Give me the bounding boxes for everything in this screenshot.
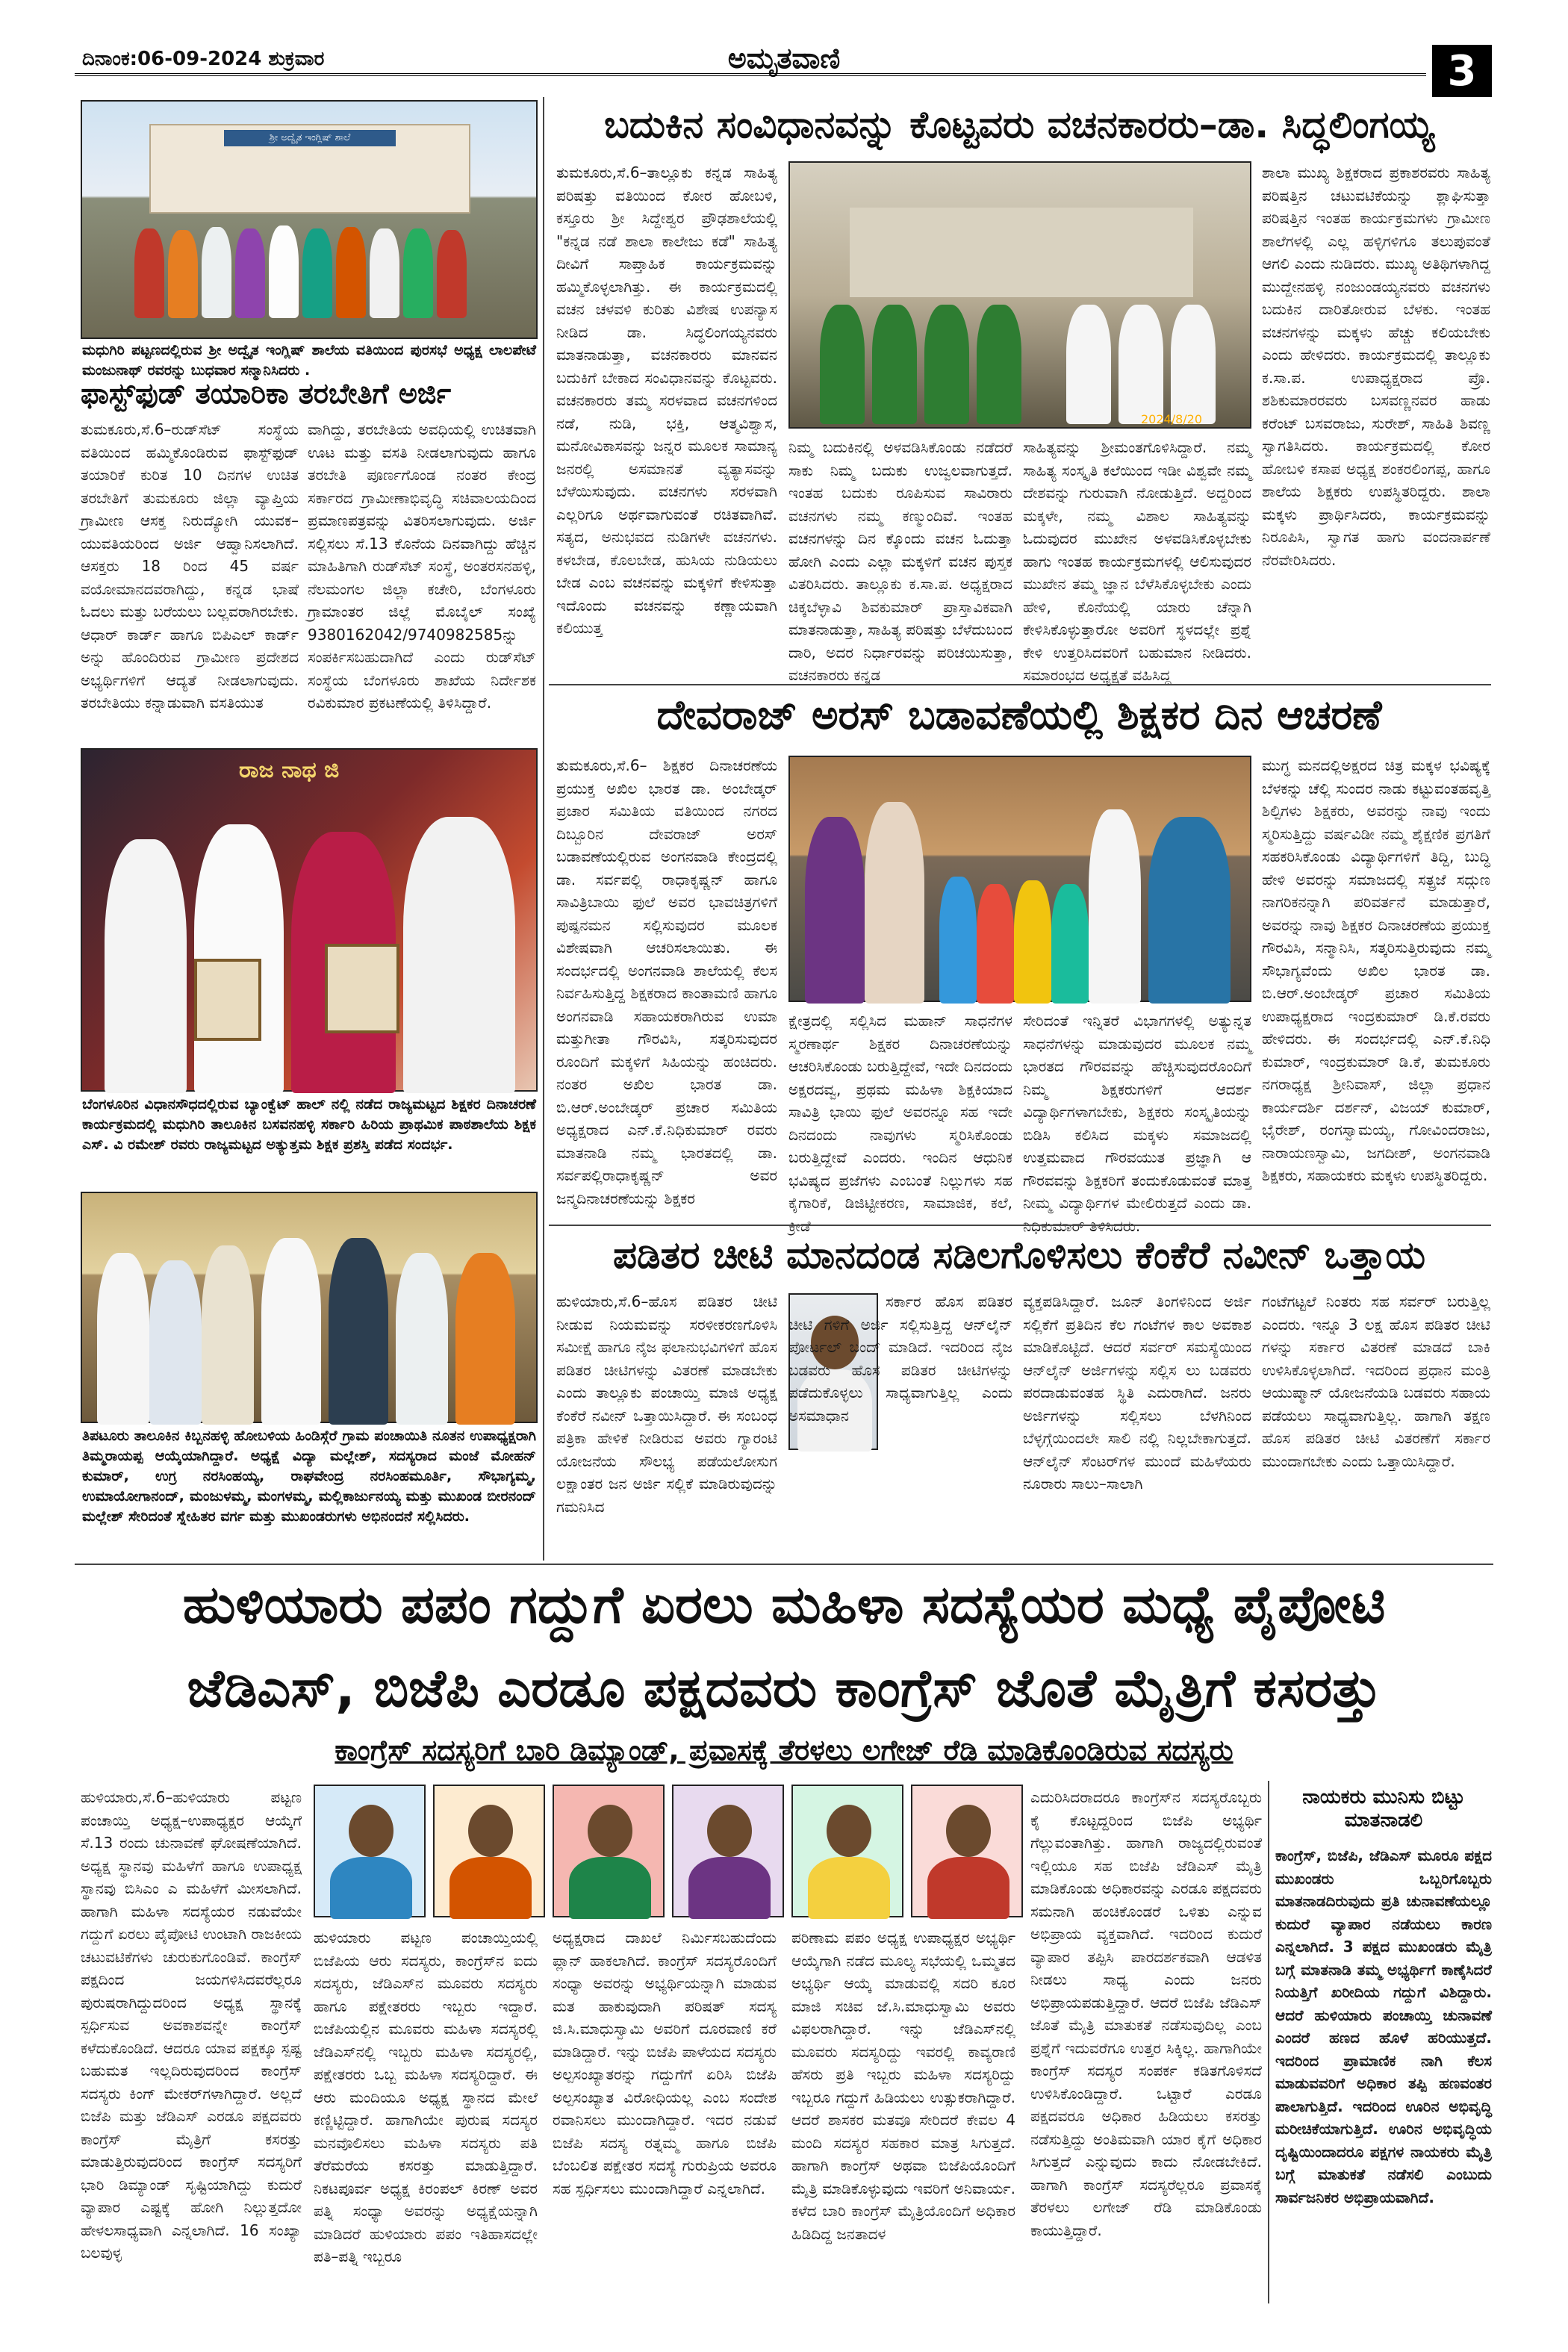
story1-col-4: ಶಾಲಾ ಮುಖ್ಯ ಶಿಕ್ಷಕರಾದ ಪ್ರಕಾಶರವರು ಸಾಹಿತ್ಯ ಪರಿಷತ್ತಿನ ಚಟುವಟಿಕೆಯನ್ನು ಶ್ಲಾಘಿಸುತ್ತಾ ಪರಿಷತ್ತಿನ ಇಂತಹ ಕಾರ್ಯಕ್ರಮಗಳು ಗ್ರಾಮೀಣ ಶಾಲೆಗಳಲ್ಲಿ ಎಲ್ಲ ಹಳ್ಳಿಗಳಿಗೂ ತಲುಪುವಂತೆ ಆಗಲಿ ಎಂದು ನುಡಿದರು. ಮುಖ್ಯ ಅತಿಥಿಗಳಾಗಿದ್ದ ಮುದ್ದೇನಹಳ್ಳಿ ನಂಜುಂಡಯ್ಯನವರು ವಚನಗಳು ಬದುಕಿನ ದಾರಿತೋರುವ ಬೆಳಕು. ಇಂತಹ ವಚನಗಳನ್ನು ಮಕ್ಕಳು ಹೆಚ್ಚು ಕಲಿಯಬೇಕು ಎಂದು ಹೇಳಿದರು. ಕಾರ್ಯಕ್ರಮದಲ್ಲಿ ತಾಲ್ಲೂಕು ಕ.ಸಾ.ಪ. ಉಪಾಧ್ಯಕ್ಷರಾದ ಪ್ರೊ. ಶಶಿಕುಮಾರರವರು ಬಸವಣ್ಣನವರ ಹಾಡು ಕರೆಂಟ್ ಬಸವರಾಜು, ಸುರೇಶ್, ಸಾಹಿತಿ ಶಿವಣ್ಣ ಸ್ವಾಗತಿಸಿದರು. ಕಾರ್ಯಕ್ರಮದಲ್ಲಿ ಕೋರ ಹೋಬಳಿ ಕಸಾಪ ಅಧ್ಯಕ್ಷ ಶಂಕರಲಿಂಗಪ್ಪ, ಹಾಗೂ ಶಾಲೆಯ ಶಿಕ್ಷಕರು ಉಪಸ್ಥಿತರಿದ್ದರು. ಶಾಲಾ ಮಕ್ಕಳು ಪ್ರಾರ್ಥಿಸಿದರು, ಕಾರ್ಯಕ್ರಮವನ್ನು ನಿರೂಪಿಸಿ, ಸ್ವಾಗತ ಹಾಗು ವಂದನಾರ್ಪಣೆ ನೆರವೇರಿಸಿದರು. (1262, 164, 1490, 569)
story4-col-1: ಹುಳಿಯಾರು,ಸೆ.6–ಹುಳಿಯಾರು ಪಟ್ಟಣ ಪಂಚಾಯ್ತಿ ಅಧ್ಯಕ್ಷ–ಉಪಾಧ್ಯಕ್ಷರ ಆಯ್ಕೆಗೆ ಸೆ.13 ರಂದು ಚುನಾವಣೆ ಘೋಷಣೆಯಾಗಿದೆ. ಅಧ್ಯಕ್ಷ ಸ್ಥಾನವು ಮಹಿಳೆಗೆ ಹಾಗೂ ಉಪಾಧ್ಯಕ್ಷ ಸ್ಥಾನವು ಬಿಸಿಎಂ ಎ ಮಹಿಳೆಗೆ ಮೀಸಲಾಗಿದೆ. ಹಾಗಾಗಿ ಮಹಿಳಾ ಸದಸ್ಯೆಯರ ನಡುವೆಯೇ ಗದ್ದುಗೆ ಏರಲು ಪೈಪೋಟಿ ಉಂಟಾಗಿ ರಾಜಕೀಯ ಚಟುವಟಿಕೆಗಳು ಚುರುಕುಗೊಂಡಿವೆ. ಕಾಂಗ್ರೆಸ್ ಪಕ್ಷದಿಂದ ಜಯಗಳಿಸಿದವರೆಲ್ಲರೂ ಪುರುಷರಾಗಿದ್ದುದರಿಂದ ಅಧ್ಯಕ್ಷ ಸ್ಥಾನಕ್ಕೆ ಸ್ಪರ್ಧಿಸುವ ಅವಕಾಶವನ್ನೇ ಕಾಂಗ್ರೆಸ್ ಕಳೆದುಕೊಂಡಿದೆ. ಆದರೂ ಯಾವ ಪಕ್ಷಕ್ಕೂ ಸ್ಪಷ್ಟ ಬಹುಮತ ಇಲ್ಲದಿರುವುದರಿಂದ ಕಾಂಗ್ರೆಸ್ ಸದಸ್ಯರು ಕಿಂಗ್ ಮೇಕರ್‌ಗಳಾಗಿದ್ದಾರೆ. ಅಲ್ಲದೆ ಬಿಜೆಪಿ ಮತ್ತು ಜೆಡಿಎಸ್ ಎರಡೂ ಪಕ್ಷದವರು ಕಾಂಗ್ರೆಸ್ ಮೈತ್ರಿಗೆ ಕಸರತ್ತು ಮಾಡುತ್ತಿರುವುದರಿಂದ ಕಾಂಗ್ರೆಸ್ ಸದಸ್ಯರಿಗೆ ಭಾರಿ ಡಿಮ್ಯಾಂಡ್ ಸೃಷ್ಟಿಯಾಗಿದ್ದು ಕುದುರೆ ವ್ಯಾಪಾರ ಎಷ್ಟಕ್ಕೆ ಹೋಗಿ ನಿಲ್ಲುತ್ತದೋ ಹೇಳಲಸಾಧ್ಯವಾಗಿ ಎನ್ನಲಾಗಿದೆ. 16 ಸಂಖ್ಯಾ ಬಲವುಳ್ಳ (81, 1788, 302, 2262)
story1-col-3: ಸಾಹಿತ್ಯವನ್ನು ಶ್ರೀಮಂತಗೊಳಿಸಿದ್ದಾರೆ. ನಮ್ಮ ಸಾಹಿತ್ಯ ಸಂಸ್ಕೃತಿ ಕಲೆಯಿಂದ ಇಡೀ ವಿಶ್ವವೇ ನಮ್ಮ ದೇಶವನ್ನು ಗುರುವಾಗಿ ನೋಡುತ್ತಿದೆ. ಅದ್ದರಿಂದ ಮಕ್ಕಳೇ, ನಮ್ಮ ವಿಶಾಲ ಸಾಹಿತ್ಯವನ್ನು ಓದುವುದರ ಮುಖೇನ ಅಳವಡಿಸಿಕೊಳ್ಳಬೇಕು ಹಾಗು ಇಂತಹ ಕಾರ್ಯಕ್ರಮಗಳಲ್ಲಿ ಆಲಿಸುವುದರ ಮುಖೇನ ತಮ್ಮ ಜ್ಞಾನ ಬೆಳೆಸಿಕೊಳ್ಳಬೇಕು ಎಂದು ಹೇಳಿ, ಕೊನೆಯಲ್ಲಿ ಯಾರು ಚೆನ್ನಾಗಿ ಕೇಳಿಸಿಕೊಳ್ಳುತ್ತಾರೋ ಅವರಿಗೆ ಸ್ಥಳದಲ್ಲೇ ಪ್ರಶ್ನೆ ಕೇಳಿ ಉತ್ತರಿಸಿದವರಿಗೆ ಬಹುಮಾನ ನೀಡಿದರು. ಸಮಾರಂಭದ ಅಧ್ಯಕ್ಷತೆ ವಹಿಸಿದ್ದ (1023, 438, 1251, 684)
issue-date: ದಿನಾಂಕ:06-09-2024 ಶುಕ್ರವಾರ (82, 48, 325, 70)
fastfood-headline: ಫಾಸ್ಟ್‌ಫುಡ್ ತಯಾರಿಕಾ ತರಬೇತಿಗೆ ಅರ್ಜಿ (81, 377, 452, 410)
school-photo (81, 100, 538, 339)
story2-col-4: ಮುಗ್ಧ ಮನದಲ್ಲಿಅಕ್ಷರದ ಚಿತ್ರ ಮಕ್ಕಳ ಭವಿಷ್ಯಕ್ಕೆ ಬೆಳಕನ್ನು ಚೆಲ್ಲಿ ಸುಂದರ ನಾಡು ಕಟ್ಟುವಂತಹವೃತ್ತಿ ಶಿಲ್ಪಿಗಳು ಶಿಕ್ಷಕರು, ಅವರನ್ನು ನಾವು ಇಂದು ಸ್ಮರಿಸುತ್ತಿದ್ದು ವರ್ಷವಿಡೀ ನಮ್ಮ ಶೈಕ್ಷಣಿಕ ಪ್ರಗತಿಗೆ ಸಹಕರಿಸಿಕೊಂಡು ವಿದ್ಯಾರ್ಥಿಗಳಿಗೆ ತಿದ್ದಿ, ಬುದ್ಧಿ ಹೇಳಿ ಅವರನ್ನು ಸಮಾಜದಲ್ಲಿ ಸತ್ಪ್ರಜೆ ಸದ್ಗುಣ ನಾಗರಿಕನನ್ನಾಗಿ ಪರಿವರ್ತನೆ ಮಾಡುತ್ತಾರೆ, ಅವರನ್ನು ನಾವು ಶಿಕ್ಷಕರ ದಿನಾಚರಣೆಯ ಪ್ರಯುಕ್ತ ಗೌರವಿಸಿ, ಸನ್ಮಾನಿಸಿ, ಸತ್ಕರಿಸುತ್ತಿರುವುದು ನಮ್ಮ ಸೌಭಾಗ್ಯವೆಂದು ಅಖಿಲ ಭಾರತ ಡಾ. ಬಿ.ಆರ್.ಅಂಬೇಡ್ಕರ್ ಪ್ರಚಾರ ಸಮಿತಿಯ ಉಪಾಧ್ಯಕ್ಷರಾದ ಇಂದ್ರಕುಮಾರ್ ಡಿ.ಕೆ.ರವರು ಹೇಳಿದರು. ಈ ಸಂದರ್ಭದಲ್ಲಿ ಎನ್.ಕೆ.ನಿಧಿ ಕುಮಾರ್, ಇಂದ್ರಕುಮಾರ್ ಡಿ.ಕೆ, ತುಮಕೂರು ನಗರಾಧ್ಯಕ್ಷ ಶ್ರೀನಿವಾಸ್, ಜಿಲ್ಲಾ ಪ್ರಧಾನ ಕಾರ್ಯದರ್ಶಿ ದರ್ಶನ್, ವಿಜಯ್ ಕುಮಾರ್, ಭೈರೇಶ್, ರಂಗಸ್ವಾಮಯ್ಯ, ಗೋವಿಂದರಾಜು, ನಾರಾಯಣಸ್ವಾಮಿ, ಜಗದೀಶ್, ಅಂಗನವಾಡಿ ಶಿಕ್ಷಕರು, ಸಹಾಯಕರು ಮಕ್ಕಳು ಉಪಸ್ಥಿತರಿದ್ದರು. (1262, 756, 1490, 1184)
story4-headline-line2: ಜೆಡಿಎಸ್, ಬಿಜೆಪಿ ಎರಡೂ ಪಕ್ಷದವರು ಕಾಂಗ್ರೆಸ್ ಜೊತೆ ಮೈತ್ರಿಗೆ ಕಸರತ್ತು (187, 1658, 1381, 1719)
story3-col-4: ಗಂಟೆಗಟ್ಟಲೆ ನಿಂತರು ಸಹ ಸರ್ವರ್ ಬರುತ್ತಿಲ್ಲ ಎಂದರು. ಇನ್ನೂ 3 ಲಕ್ಷ ಹೊಸ ಪಡಿತರ ಚೀಟಿ ಗಳನ್ನು ಸರ್ಕಾರ ವಿತರಣೆ ಮಾಡದೆ ಬಾಕಿ ಉಳಿಸಿಕೊಳ್ಳಲಾಗಿದೆ. ಇದರಿಂದ ಪ್ರಧಾನ ಮಂತ್ರಿ ಆಯುಷ್ಮಾನ್ ಯೋಜನೆಯಡಿ ಬಡವರು ಸಹಾಯ ಪಡೆಯಲು ಸಾಧ್ಯವಾಗುತ್ತಿಲ್ಲ. ಹಾಗಾಗಿ ತಕ್ಷಣ ಹೊಸ ಪಡಿತರ ಚೀಟಿ ವಿತರಣೆಗೆ ಸರ್ಕಾರ ಮುಂದಾಗಬೇಕು ಎಂದು ಒತ್ತಾಯಿಸಿದ್ದಾರೆ. (1262, 1292, 1490, 1470)
sidebar-headline: ನಾಯಕರು ಮುನಿಸು ಬಿಟ್ಟು ಮಾತನಾಡಲಿ (1302, 1786, 1465, 1832)
story2-col-1: ತುಮಕೂರು,ಸೆ.6– ಶಿಕ್ಷಕರ ದಿನಾಚರಣೆಯ ಪ್ರಯುಕ್ತ ಅಖಿಲ ಭಾರತ ಡಾ. ಅಂಬೇಡ್ಕರ್ ಪ್ರಚಾರ ಸಮಿತಿಯ ವತಿಯಿಂದ ನಗರದ ದಿಬ್ಬೂರಿನ ದೇವರಾಜ್ ಅರಸ್ ಬಡಾವಣೆಯಲ್ಲಿರುವ ಅಂಗನವಾಡಿ ಕೇಂದ್ರದಲ್ಲಿ ಡಾ. ಸರ್ವಪಲ್ಲಿ ರಾಧಾಕೃಷ್ಣನ್ ಹಾಗೂ ಸಾವಿತ್ರಿಬಾಯಿ ಫುಲೆ ಅವರ ಭಾವಚಿತ್ರಗಳಿಗೆ ಪುಷ್ಪನಮನ ಸಲ್ಲಿಸುವುದರ ಮೂಲಕ ವಿಶೇಷವಾಗಿ ಆಚರಿಸಲಾಯಿತು. ಈ ಸಂದರ್ಭದಲ್ಲಿ ಅಂಗನವಾಡಿ ಶಾಲೆಯಲ್ಲಿ ಕೆಲಸ ನಿರ್ವಹಿಸುತ್ತಿದ್ದ ಶಿಕ್ಷಕರಾದ ಕಾಂತಾಮಣಿ ಹಾಗೂ ಅಂಗನವಾಡಿ ಸಹಾಯಕರಾಗಿರುವ ಉಮಾ ಮತ್ತುಗೀತಾ ಗೌರವಿಸಿ, ಸತ್ಕರಿಸುವುದರ ರೂಂದಿಗೆ ಮಕ್ಕಳಿಗೆ ಸಿಹಿಯನ್ನು ಹಂಚಿದರು. ನಂತರ ಅಖಿಲ ಭಾರತ ಡಾ. ಬಿ.ಆರ್.ಅಂಬೇಡ್ಕರ್ ಪ್ರಚಾರ ಸಮಿತಿಯ ಅಧ್ಯಕ್ಷರಾದ ಎನ್.ಕೆ.ನಿಧಿಕುಮಾರ್ ರವರು ಮಾತನಾಡಿ ನಮ್ಮ ಭಾರತದಲ್ಲಿ ಡಾ. ಸರ್ವಪಲ್ಲಿರಾಧಾಕೃಷ್ಣನ್ ಅವರ ಜನ್ಮದಿನಾಚರಣೆಯನ್ನು ಶಿಕ್ಷಕರ (556, 756, 777, 1207)
award-banner: ರಾಜ ನಾಥ ಜಿ (239, 757, 340, 783)
candidate-portrait-1 (314, 1785, 426, 1917)
story2-headline: ದೇವರಾಜ್ ಅರಸ್ ಬಡಾವಣೆಯಲ್ಲಿ ಶಿಕ್ಷಕರ ದಿನ ಆಚರಣೆ (656, 691, 1382, 738)
story3-col-1: ಹುಳಿಯಾರು,ಸೆ.6–ಹೊಸ ಪಡಿತರ ಚೀಟಿ ನೀಡುವ ನಿಯಮವನ್ನು ಸರಳೀಕರಣಗೊಳಿಸಿ ಸಮೀಕ್ಷೆ ಹಾಗೂ ನೈಜ ಫಲಾನುಭವಿಗಳಿಗೆ ಹೊಸ ಪಡಿತರ ಚೀಟಿಗಳನ್ನು ವಿತರಣೆ ಮಾಡಬೇಕು ಎಂದು ತಾಲ್ಲೂಕು ಪಂಚಾಯ್ತಿ ಮಾಜಿ ಅಧ್ಯಕ್ಷ ಕೆಂಕೆರೆ ನವೀನ್ ಒತ್ತಾಯಿಸಿದ್ದಾರೆ. ಈ ಸಂಬಂಧ ಪತ್ರಿಕಾ ಹೇಳಿಕೆ ನೀಡಿರುವ ಅವರು ಗ್ಯಾರಂಟಿ ಯೋಜನೆಯ ಸೌಲಭ್ಯ ಪಡೆಯಲೋಸುಗ ಲಕ್ಷಾಂತರ ಜನ ಅರ್ಜಿ ಸಲ್ಲಿಕೆ ಮಾಡಿರುವುದನ್ನು ಗಮನಿಸಿದ (556, 1292, 777, 1516)
panchayat-photo (81, 1192, 538, 1423)
certificate-frame-1 (194, 959, 261, 1041)
masthead-rule (75, 73, 1426, 76)
story3-col-2: ಸರ್ಕಾರ ಹೊಸ ಪಡಿತರ ಚೀಟಿ ಗಳಿಗೆ ಅರ್ಜಿ ಸಲ್ಲಿಸುತ್ತಿದ್ದ ಆನ್‌ಲೈನ್ ಪೋರ್ಟಲ್ ಬಂದ್ ಮಾಡಿದೆ. ಇದರಿಂದ ನೈಜ ಬಡವರು ಹೊಸ ಪಡಿತರ ಚೀಟಿಗಳನ್ನು ಪಡೆದುಕೊಳ್ಳಲು ಸಾಧ್ಯವಾಗುತ್ತಿಲ್ಲ ಎಂದು ಅಸಮಾಧಾನ (788, 1292, 1012, 1425)
certificate-frame-2 (325, 944, 399, 1033)
sidebar-divider (1268, 1781, 1269, 2303)
panchayat-photo-caption: ತಿಪಟೂರು ತಾಲೂಕಿನ ಕಿಬ್ಬನಹಳ್ಳಿ ಹೋಬಳಿಯ ಹಿಂಡಿಸ್ಗೆರೆ ಗ್ರಾಮ ಪಂಚಾಯಿತಿ ನೂತನ ಉಪಾಧ್ಯಕ್ಷರಾಗಿ ತಿಮ್ಮರಾಯಪ್ಪ ಆಯ್ಕೆಯಾಗಿದ್ದಾರೆ. ಅಧ್ಯಕ್ಷೆ ವಿದ್ಯಾ ಮಲ್ಲೇಶ್, ಸದಸ್ಯರಾದ ಮಂಜೆ ಮೋಹನ್ ಕುಮಾರ್, ಉಗ್ರ ನರಸಿಂಹಯ್ಯ, ರಾಘವೇಂದ್ರ ನರಸಿಂಹಮೂರ್ತಿ, ಸೌಭಾಗ್ಯಮ್ಮ, ಉಮಾಯೋಗಾನಂದ್, ಮಂಜುಳಮ್ಮ, ಮಂಗಳಮ್ಮ, ಮಲ್ಲಿಕಾರ್ಜುನಯ್ಯ ಮತ್ತು ಮುಖಂಡ ಬೀರನಂದ್ ಮಲ್ಲೇಶ್ ಸೇರಿದಂತೆ ಸ್ನೇಹಿತರ ವರ್ಗ ಮತ್ತು ಮುಖಂಡರುಗಳು ಅಭಿನಂದನೆ ಸಲ್ಲಿಸಿದರು. (82, 1428, 536, 1525)
fastfood-col-2: ವಾಗಿದ್ದು, ತರಬೇತಿಯ ಅವಧಿಯಲ್ಲಿ ಉಚಿತವಾಗಿ ಊಟ ಮತ್ತು ವಸತಿ ನೀಡಲಾಗುವುದು ಹಾಗೂ ತರಬೇತಿ ಪೂರ್ಣಗೊಂಡ ನಂತರ ಕೇಂದ್ರ ಸರ್ಕಾರದ ಗ್ರಾಮೀಣಾಭಿವೃದ್ಧಿ ಸಚಿವಾಲಯದಿಂದ ಪ್ರಮಾಣಪತ್ರವನ್ನು ವಿತರಿಸಲಾಗುವುದು. ಅರ್ಜಿ ಸಲ್ಲಿಸಲು ಸೆ.13 ಕೊನೆಯ ದಿನವಾಗಿದ್ದು ಹೆಚ್ಚಿನ ಮಾಹಿತಿಗಾಗಿ ರುಡ್‌ಸೆಟ್ ಸಂಸ್ಥೆ, ಅಂತರಸನಹಳ್ಳಿ, ನೆಲಮಂಗಲ ಜಿಲ್ಲಾ ಕಚೇರಿ, ಬೆಂಗಳೂರು ಗ್ರಾಮಾಂತರ ಜಿಲ್ಲೆ ಮೊಬೈಲ್ ಸಂಖ್ಯೆ 9380162042/9740982585ನ್ನು ಸಂಪರ್ಕಿಸಬಹುದಾಗಿದೆ ಎಂದು ರುಡ್‌ಸೆಟ್ ಸಂಸ್ಥೆಯ ಬೆಂಗಳೂರು ಶಾಖೆಯ ನಿರ್ದೇಶಕ ರವಿಕುಮಾರ ಪ್ರಕಟಣೆಯಲ್ಲಿ ತಿಳಿಸಿದ್ದಾರೆ. (308, 420, 536, 712)
story2-col-2: ಕ್ಷೇತ್ರದಲ್ಲಿ ಸಲ್ಲಿಸಿದ ಮಹಾನ್ ಸಾಧನೆಗಳ ಸ್ಮರಣಾರ್ಥ ಶಿಕ್ಷಕರ ದಿನಾಚರಣೆಯನ್ನು ಆಚರಿಸಿಕೊಂಡು ಬರುತ್ತಿದ್ದೇವೆ, ಇದೇ ದಿನದಂದು ಅಕ್ಷರದವ್ವ, ಪ್ರಥಮ ಮಹಿಳಾ ಶಿಕ್ಷಕಿಯಾದ ಸಾವಿತ್ರಿ ಭಾಯಿ ಫುಲೆ ಅವರನ್ನೂ ಸಹ ಇದೇ ದಿನದಂದು ನಾವುಗಳು ಸ್ಮರಿಸಿಕೊಂಡು ಬರುತ್ತಿದ್ದೇವೆ ಎಂದರು. ಇಂದಿನ ಆಧುನಿಕ ಭವಿಷ್ಯದ ಪ್ರಜೆಗಳು ಎಂಬಂತೆ ನಿಲ್ಲುಗಳು ಸಹ ಕೈಗಾರಿಕೆ, ಡಿಜಿಟ್ಟೀಕರಣ, ಸಾಮಾಜಿಕ, ಕಲೆ, ಕ್ರೀಡೆ (788, 1012, 1012, 1235)
story1-col-2: ನಿಮ್ಮ ಬದುಕಿನಲ್ಲಿ ಅಳವಡಿಸಿಕೊಂಡು ನಡೆದರೆ ಸಾಕು ನಿಮ್ಮ ಬದುಕು ಉಜ್ವಲವಾಗುತ್ತದೆ. ಇಂತಹ ಬದುಕು ರೂಪಿಸುವ ಸಾವಿರಾರು ವಚನಗಳು ನಮ್ಮ ಕಣ್ಮುಂದಿವೆ. ಇಂತಹ ವಚನಗಳನ್ನು ದಿನ ಕ್ಕೊಂದು ವಚನ ಓದುತ್ತಾ ಹೋಗಿ ಎಂದು ಎಲ್ಲಾ ಮಕ್ಕಳಿಗೆ ವಚನ ಪುಸ್ತಕ ವಿತರಿಸಿದರು. ತಾಲ್ಲೂಕು ಕ.ಸಾ.ಪ. ಅಧ್ಯಕ್ಷರಾದ ಚಿಕ್ಕಬೆಳ್ಳಾವಿ ಶಿವಕುಮಾರ್ ಪ್ರಾಸ್ತಾವಿಕವಾಗಿ ಮಾತನಾಡುತ್ತಾ, ಸಾಹಿತ್ಯ ಪರಿಷತ್ತು ಬೆಳೆದುಬಂದ ದಾರಿ, ಅದರ ನಿರ್ಧಾರವನ್ನು ಪರಿಚಯಿಸುತ್ತಾ, ವಚನಕಾರರು ಕನ್ನಡ (788, 438, 1012, 684)
story4-col-2: ಹುಳಿಯಾರು ಪಟ್ಟಣ ಪಂಚಾಯ್ತಿಯಲ್ಲಿ ಬಿಜೆಪಿಯ ಆರು ಸದಸ್ಯರು, ಕಾಂಗ್ರೆಸ್‌ನ ಐದು ಸದಸ್ಯರು, ಜೆಡಿಎಸ್‌ನ ಮೂವರು ಸದಸ್ಯರು ಹಾಗೂ ಪಕ್ಷೇತರರು ಇಬ್ಬರು ಇದ್ದಾರೆ. ಬಿಜೆಪಿಯಲ್ಲಿನ ಮೂವರು ಮಹಿಳಾ ಸದಸ್ಯರಲ್ಲಿ ಜೆಡಿಎಸ್‌ನಲ್ಲಿ ಇಬ್ಬರು ಮಹಿಳಾ ಸದಸ್ಯರಲ್ಲಿ, ಪಕ್ಷೇತರರು ಒಬ್ಬ ಮಹಿಳಾ ಸದಸ್ಯರಿದ್ದಾರೆ. ಈ ಆರು ಮಂದಿಯೂ ಅಧ್ಯಕ್ಷ ಸ್ಥಾನದ ಮೇಲೆ ಕಣ್ಣಿಟ್ಟಿದ್ದಾರೆ. ಹಾಗಾಗಿಯೇ ಪುರುಷ ಸದಸ್ಯರ ಮನವೊಲಿಸಲು ಮಹಿಳಾ ಸದಸ್ಯರು ಪತಿ ತೆರೆಮರೆಯ ಕಸರತ್ತು ಮಾಡುತ್ತಿದ್ದಾರೆ. ನಿಕಟಪೂರ್ವ ಅಧ್ಯಕ್ಷ ಕಿರಂಪಲ್ ಕಿರಣ್ ಅವರ ಪತ್ನಿ ಸಂಧ್ಯಾ ಅವರನ್ನು ಅಧ್ಯಕ್ಷೆಯನ್ನಾಗಿ ಮಾಡಿದರೆ ಹುಳಿಯಾರು ಪಪಂ ಇತಿಹಾಸದಲ್ಲೇ ಪತಿ–ಪತ್ನಿ ಇಬ್ಬರೂ (314, 1929, 538, 2265)
story1-col-1: ತುಮಕೂರು,ಸೆ.6–ತಾಲ್ಲೂಕು ಕನ್ನಡ ಸಾಹಿತ್ಯ ಪರಿಷತ್ತು ವತಿಯಿಂದ ಕೋರ ಹೋಬಳಿ, ಕಸ್ತೂರು ಶ್ರೀ ಸಿದ್ದೇಶ್ವರ ಪ್ರೌಢಶಾಲೆಯಲ್ಲಿ "ಕನ್ನಡ ನಡೆ ಶಾಲಾ ಕಾಲೇಜು ಕಡೆ" ಸಾಹಿತ್ಯ ದೀವಿಗೆ ಸಾಪ್ತಾಹಿಕ ಕಾರ್ಯಕ್ರಮವನ್ನು ಹಮ್ಮಿಕೊಳ್ಳಲಾಗಿತ್ತು. ಈ ಕಾರ್ಯಕ್ರಮದಲ್ಲಿ ವಚನ ಚಳವಳಿ ಕುರಿತು ವಿಶೇಷ ಉಪನ್ಯಾಸ ನೀಡಿದ ಡಾ. ಸಿದ್ಧಲಿಂಗಯ್ಯನವರು ಮಾತನಾಡುತ್ತಾ, ವಚನಕಾರರು ಮಾನವನ ಬದುಕಿಗೆ ಬೇಕಾದ ಸಂವಿಧಾನವನ್ನು ಕೊಟ್ಟವರು. ವಚನಕಾರರು ತಮ್ಮ ಸರಳವಾದ ವಚನಗಳಿಂದ ನಡೆ, ನುಡಿ, ಭಕ್ತಿ, ಆತ್ಮವಿಶ್ವಾಸ, ಮನೋವಿಕಾಸವನ್ನು ಜನ್ನರ ಮೂಲಕ ಸಾಮಾನ್ಯ ಜನರಲ್ಲಿ ಅಸಮಾನತೆ ವ್ಯತ್ಯಾಸವನ್ನು ಬೆಳೆಯಿಸುವುದು. ವಚನಗಳು ಸರಳವಾಗಿ ಎಲ್ಲರಿಗೂ ಅರ್ಥವಾಗುವಂತೆ ರಚಿತವಾಗಿವೆ. ಸತ್ಯದ, ಅನುಭವದ ನುಡಿಗಳೇ ವಚನಗಳು. ಕಳಬೇಡ, ಕೊಲಬೇಡ, ಹುಸಿಯ ನುಡಿಯಲು ಬೇಡ ಎಂಬ ವಚನವನ್ನು ಮಕ್ಕಳಿಗೆ ಕೇಳಿಸುತ್ತಾ ಇದೊಂದು ವಚನವನ್ನು ಕಣ್ಣಾಯವಾಗಿ ಕಲಿಯುತ್ತ (556, 164, 777, 637)
event-date-stamp: 2024/8/20 (1141, 412, 1203, 426)
candidate-portrait-3 (553, 1785, 665, 1917)
paper-name: ಅಮೃತವಾಣಿ (727, 42, 841, 75)
sidebar-body: ಕಾಂಗ್ರೆಸ್, ಬಿಜೆಪಿ, ಜೆಡಿಎಸ್ ಮೂರೂ ಪಕ್ಷದ ಮುಖಂಡರು ಒಬ್ಬರಿಗೊಬ್ಬರು ಮಾತನಾಡದಿರುವುದು ಪ್ರತಿ ಚುನಾವಣೆಯಲ್ಲೂ ಕುದುರೆ ವ್ಯಾಪಾರ ನಡೆಯಲು ಕಾರಣ ಎನ್ನಲಾಗಿದೆ. 3 ಪಕ್ಷದ ಮುಖಂಡರು ಮೈತ್ರಿ ಬಗ್ಗೆ ಮಾತನಾಡಿ ತಮ್ಮ ಅಭ್ಯರ್ಥಿಗೆ ಕಾಣ್ಕೆಸಿದರೆ ನಿಯತ್ತಿಗೆ ಖರೀದಿಯ ಗದ್ದುಗೆ ವಿಶಿದ್ದಾರು. ಆದರೆ ಹುಳಿಯಾರು ಪಂಚಾಯ್ತಿ ಚುನಾವಣೆ ಎಂದರೆ ಹಣದ ಹೊಳೆ ಹರಿಯುತ್ತದೆ. ಇದರಿಂದ ಪ್ರಾಮಾಣಿಕ ನಾಗಿ ಕೆಲಸ ಮಾಡುವವರಿಗೆ ಅಧಿಕಾರ ತಪ್ಪಿ ಹಣವಂತರ ಪಾಲಾಗುತ್ತಿದೆ. ಇದರಿಂದ ಊರಿನ ಅಭಿವೃದ್ಧಿ ಮರೀಚಿಕೆಯಾಗುತ್ತಿದೆ. ಊರಿನ ಅಭಿವೃದ್ಧಿಯ ದೃಷ್ಟಿಯಿಂದಾದರೂ ಪಕ್ಷಗಳ ನಾಯಕರು ಮೈತ್ರಿ ಬಗ್ಗೆ ಮಾತುಕತೆ ನಡೆಸಲಿ ಎಂಬುದು ಸಾರ್ವಜನಿಕರ ಅಭಿಪ್ರಾಯವಾಗಿದೆ. (1275, 1847, 1492, 2206)
school-sign: ಶ್ರೀ ಅದ್ವೈತ ಇಂಗ್ಲಿಷ್ ಶಾಲೆ (224, 130, 396, 146)
candidate-portraits (314, 1785, 1060, 1919)
school-photo-caption: ಮಧುಗಿರಿ ಪಟ್ಟಣದಲ್ಲಿರುವ ಶ್ರೀ ಅದ್ವೈತ ಇಂಗ್ಲಿಷ್ ಶಾಲೆಯ ವತಿಯಿಂದ ಪುರಸಭೆ ಅಧ್ಯಕ್ಷ ಲಾಲಪೇಟೆ ಮಂಜುನಾಥ್ ರವರನ್ನು ಬುಧವಾರ ಸನ್ಮಾನಿಸಿದರು . (82, 342, 536, 379)
candidate-portrait-4 (672, 1785, 784, 1917)
story4-col-5: ಎದುರಿಸಿದರಾದರೂ ಕಾಂಗ್ರೆಸ್‌ನ ಸದಸ್ಯರೊಬ್ಬರು ಕೈ ಕೊಟ್ಟದ್ದರಿಂದ ಬಿಜೆಪಿ ಅಭ್ಯರ್ಥಿ ಗೆಲ್ಲುವಂತಾಗಿತ್ತು. ಹಾಗಾಗಿ ರಾಜ್ಯದಲ್ಲಿರುವಂತೆ ಇಲ್ಲಿಯೂ ಸಹ ಬಿಜೆಪಿ ಜೆಡಿಎಸ್ ಮೈತ್ರಿ ಮಾಡಿಕೊಂಡು ಅಧಿಕಾರವನ್ನು ಎರಡೂ ಪಕ್ಷದವರು ಸಮನಾಗಿ ಹಂಚಿಕೊಂಡರೆ ಒಳಿತು ಎನ್ನುವ ಅಭಿಪ್ರಾಯ ವ್ಯಕ್ತವಾಗಿದೆ. ಇದರಿಂದ ಕುದುರೆ ವ್ಯಾಪಾರ ತಪ್ಪಿಸಿ ಪಾರದರ್ಶಕವಾಗಿ ಆಡಳಿತ ನೀಡಲು ಸಾಧ್ಯ ಎಂದು ಜನರು ಅಭಿಪ್ರಾಯಪಡುತ್ತಿದ್ದಾರೆ. ಆದರೆ ಬಿಜೆಪಿ ಜೆಡಿಎಸ್ ಜೊತೆ ಮೈತ್ರಿ ಮಾತುಕತೆ ನಡೆಸುವುದಿಲ್ಲ ಎಂಬ ಪ್ರಶ್ನೆಗೆ ಇದುವರೆಗೂ ಉತ್ತರ ಸಿಕ್ಕಿಲ್ಲ. ಹಾಗಾಗಿಯೇ ಕಾಂಗ್ರೆಸ್ ಸದಸ್ಯರ ಸಂಪರ್ಕ ಕಡಿತಗೊಳಿಸದೆ ಉಳಿಸಿಕೊಂಡಿದ್ದಾರೆ. ಒಟ್ಟಾರೆ ಎರಡೂ ಪಕ್ಷದವರೂ ಅಧಿಕಾರ ಹಿಡಿಯಲು ಕಸರತ್ತು ನಡೆಸುತ್ತಿದ್ದು ಅಂತಿಮವಾಗಿ ಯಾರ ಕೈಗೆ ಅಧಿಕಾರ ಸಿಗುತ್ತದೆ ಎನ್ನುವುದು ಕಾದು ನೋಡಬೇಕಿದೆ. ಹಾಗಾಗಿ ಕಾಂಗ್ರೆಸ್ ಸದಸ್ಯರೆಲ್ಲರೂ ಪ್ರವಾಸಕ್ಕೆ ತೆರಳಲು ಲಗೇಜ್ ರೆಡಿ ಮಾಡಿಕೊಂಡು ಕಾಯುತ್ತಿದ್ದಾರೆ. (1030, 1788, 1262, 2239)
page-number: 3 (1432, 45, 1492, 97)
story1-headline: ಬದುಕಿನ ಸಂವಿಧಾನವನ್ನು ಕೊಟ್ಟವರು ವಚನಕಾರರು–ಡಾ. ಸಿದ್ಧಲಿಂಗಯ್ಯ (603, 103, 1435, 146)
candidate-portrait-5 (791, 1785, 903, 1917)
story1-photo (788, 161, 1251, 429)
story2-col-3: ಸೇರಿದಂತೆ ಇನ್ನಿತರೆ ವಿಭಾಗಗಳಲ್ಲಿ ಅತ್ಯುನ್ನತ ಸಾಧನೆಗಳನ್ನು ಮಾಡುವುದರ ಮೂಲಕ ನಮ್ಮ ಭಾರತದ ಗೌರವವನ್ನು ಹೆಚ್ಚಿಸುವುದರೊಂದಿಗೆ ನಿಮ್ಮ ಶಿಕ್ಷಕರುಗಳಿಗೆ ಆದರ್ಶ ವಿದ್ಯಾರ್ಥಿಗಳಾಗಬೇಕು, ಶಿಕ್ಷಕರು ಸಂಸ್ಕೃತಿಯನ್ನು ಬಿಡಿಸಿ ಕಲಿಸಿದ ಮಕ್ಕಳು ಸಮಾಜದಲ್ಲಿ ಉತ್ತಮವಾದ ಗೌರವಯುತ ಪ್ರಜ್ಞಾಗಿ ಆ ಗೌರವವನ್ನು ಶಿಕ್ಷಕರಿಗೆ ತಂದುಕೊಡುವಂತೆ ಮಾತ್ತ ನೀಮ್ಮ ವಿದ್ಯಾರ್ಥಿಗಳ ಮೇಲಿರುತ್ತದೆ ಎಂದು ಡಾ. ನಿಧಿಕುಮಾರ್ ತಿಳಿಸಿದರು. (1023, 1012, 1251, 1235)
award-photo (81, 748, 538, 1092)
fastfood-col-1: ತುಮಕೂರು,ಸೆ.6–ರುಡ್‌ಸೆಟ್ ಸಂಸ್ಥೆಯ ವತಿಯಿಂದ ಹಮ್ಮಿಕೊಂಡಿರುವ ಫಾಸ್ಟ್‌ಫುಡ್ ತಯಾರಿಕೆ ಕುರಿತ 10 ದಿನಗಳ ಉಚಿತ ತರಬೇತಿಗೆ ತುಮಕೂರು ಜಿಲ್ಲಾ ವ್ಯಾಪ್ತಿಯ ಗ್ರಾಮೀಣ ಆಸಕ್ತ ನಿರುದ್ಯೋಗಿ ಯುವಕ–ಯುವತಿಯರಿಂದ ಅರ್ಜಿ ಆಹ್ವಾನಿಸಲಾಗಿದೆ. ಆಸಕ್ತರು 18 ರಿಂದ 45 ವರ್ಷ ವಯೋಮಾನದವರಾಗಿದ್ದು, ಕನ್ನಡ ಭಾಷೆ ಓದಲು ಮತ್ತು ಬರೆಯಲು ಬಲ್ಲವರಾಗಿರಬೇಕು. ಆಧಾರ್ ಕಾರ್ಡ್ ಹಾಗೂ ಬಿಪಿಎಲ್ ಕಾರ್ಡ್ ಅನ್ನು ಹೊಂದಿರುವ ಗ್ರಾಮೀಣ ಪ್ರದೇಶದ ಅಭ್ಯರ್ಥಿಗಳಿಗೆ ಆದ್ಯತೆ ನೀಡಲಾಗುವುದು. ತರಬೇತಿಯು ಕನ್ನಾಡುವಾಗಿ ವಸತಿಯುತ (81, 420, 299, 712)
story3-col-3: ವ್ಯಕ್ತಪಡಿಸಿದ್ದಾರೆ. ಜೂನ್ ತಿಂಗಳಿನಿಂದ ಅರ್ಜಿ ಸಲ್ಲಿಕೆಗೆ ಪ್ರತಿದಿನ ಕೆಲ ಗಂಟೆಗಳ ಕಾಲ ಅವಕಾಶ ಮಾಡಿಕೊಟ್ಟಿದೆ. ಆದರೆ ಸರ್ವರ್ ಸಮಸ್ಯೆಯಿಂದ ಆನ್‌ಲೈನ್ ಅರ್ಜಿಗಳನ್ನು ಸಲ್ಲಿಸ ಲು ಬಡವರು ಪರದಾಡುವಂತಹ ಸ್ಥಿತಿ ಎದುರಾಗಿದೆ. ಜನರು ಅರ್ಜಿಗಳನ್ನು ಸಲ್ಲಿಸಲು ಬೆಳಗಿನಿಂದ ಬೆಳ್ಳಗ್ಗೆಯಿಂದಲೇ ಸಾಲಿ ನಲ್ಲಿ ನಿಲ್ಲಬೇಕಾಗುತ್ತದೆ. ಆನ್‌ಲೈನ್ ಸೆಂಟರ್‌ಗಳ ಮುಂದೆ ಮಹಿಳೆಯರು ನೂರಾರು ಸಾಲು–ಸಾಲಾಗಿ (1023, 1292, 1251, 1493)
story1-bottom-rule (549, 684, 1491, 685)
story3-headline: ಪಡಿತರ ಚೀಟಿ ಮಾನದಂಡ ಸಡಿಲಗೊಳಿಸಲು ಕೆಂಕೆರೆ ನವೀನ್ ಒತ್ತಾಯ (613, 1233, 1425, 1277)
story4-col-3: ಅಧ್ಯಕ್ಷರಾದ ದಾಖಲೆ ನಿರ್ಮಿಸಬಹುದೆಂದು ಪ್ಲಾನ್ ಹಾಕಲಾಗಿದೆ. ಕಾಂಗ್ರೆಸ್ ಸದಸ್ಯರೊಂದಿಗೆ ಸಂಧ್ಯಾ ಅವರನ್ನು ಅಭ್ಯರ್ಥಿಯನ್ನಾಗಿ ಮಾಡುವ ಮತ ಹಾಕುವುದಾಗಿ ಪರಿಷತ್ ಸದಸ್ಯ ಜಿ.ಸಿ.ಮಾಧುಸ್ವಾಮಿ ಅವರಿಗೆ ದೂರವಾಣಿ ಕರೆ ಮಾಡಿದ್ದಾರೆ. ಇನ್ನು ಬಿಜೆಪಿ ಪಾಳೆಯದ ಸದಸ್ಯರು ಅಲ್ಪಸಂಖ್ಯಾತರನ್ನು ಗದ್ದುಗೆಗೆ ಏರಿಸಿ ಬಿಜೆಪಿ ಅಲ್ಪಸಂಖ್ಯಾತ ವಿರೋಧಿಯಲ್ಲ ಎಂಬ ಸಂದೇಶ ರವಾನಿಸಲು ಮುಂದಾಗಿದ್ದಾರೆ. ಇದರ ನಡುವೆ ಬಿಜೆಪಿ ಸದಸ್ಯ ರತ್ನಮ್ಮ ಹಾಗೂ ಬಿಜೆಪಿ ಬೆಂಬಲಿತ ಪಕ್ಷೇತರ ಸದಸ್ಯೆ ಗುರುಪ್ರಿಯ ಅವರೂ ಸಹ ಸ್ಪರ್ಧಿಸಲು ಮುಂದಾಗಿದ್ದಾರೆ ಎನ್ನಲಾಗಿದೆ. (553, 1929, 777, 2197)
candidate-portrait-6 (911, 1785, 1023, 1917)
story2-bottom-rule (549, 1225, 1491, 1226)
story4-subhead: ಕಾಂಗ್ರೆಸ್ ಸದಸ್ಯರಿಗೆ ಬಾರಿ ಡಿಮ್ಯಾಂಡ್, ಪ್ರವಾಸಕ್ಕೆ ತೆರಳಲು ಲಗೇಜ್ ರೆಡಿ ಮಾಡಿಕೊಂಡಿರುವ ಸದಸ್ಯರು (335, 1734, 1233, 1767)
award-photo-caption: ಬೆಂಗಳೂರಿನ ವಿಧಾನಸೌಧದಲ್ಲಿರುವ ಬ್ಯಾಂಕ್ವೆಟ್ ಹಾಲ್ ನಲ್ಲಿ ನಡೆದ ರಾಜ್ಯಮಟ್ಟದ ಶಿಕ್ಷಕರ ದಿನಾಚರಣೆ ಕಾರ್ಯಕ್ರಮದಲ್ಲಿ ಮಧುಗಿರಿ ತಾಲೂಕಿನ ಬಸವನಹಳ್ಳಿ ಸರ್ಕಾರಿ ಹಿರಿಯ ಪ್ರಾಥಮಿಕ ಪಾಠಶಾಲೆಯ ಶಿಕ್ಷಕ ಎಸ್. ವಿ ರಮೇಶ್ ರವರು ರಾಜ್ಯಮಟ್ಟದ ಅತ್ಯುತ್ತಮ ಶಿಕ್ಷಕ ಪ್ರಶಸ್ತಿ ಪಡೆದ ಸಂದರ್ಭ. (82, 1096, 536, 1153)
story1-dais (850, 208, 1193, 297)
story4-headline-line1: ಹುಳಿಯಾರು ಪಪಂ ಗದ್ದುಗೆ ಏರಲು ಮಹಿಳಾ ಸದಸ್ಯೆಯರ ಮಧ್ಯೆ ಪೈಪೋಟಿ (182, 1574, 1386, 1635)
story2-photo (788, 756, 1251, 1002)
story4-col-4: ಪರಿಣಾಮ ಪಪಂ ಅಧ್ಯಕ್ಷ ಉಪಾಧ್ಯಕ್ಷರ ಅಭ್ಯರ್ಥಿ ಆಯ್ಕೆಗಾಗಿ ನಡೆದ ಮೂಲ್ಯ ಸಭೆಯಲ್ಲಿ ಒಮ್ಮತದ ಅಭ್ಯರ್ಥಿ ಆಯ್ಕೆ ಮಾಡುವಲ್ಲಿ ಸದರಿ ಕೂರ ಮಾಜಿ ಸಚಿವ ಜೆ.ಸಿ.ಮಾಧುಸ್ವಾಮಿ ಅವರು ವಿಫಲರಾಗಿದ್ದಾರೆ. ಇನ್ನು ಜೆಡಿಎಸ್‌ನಲ್ಲಿ ಮೂವರು ಸದಸ್ಯರಿದ್ದು ಇವರಲ್ಲಿ ಕಾವ್ಯರಾಣಿ ಹೆಸರು ಪ್ರತಿ ಇಬ್ಬರು ಮಹಿಳಾ ಸದಸ್ಯರಿದ್ದು ಇಬ್ಬರೂ ಗದ್ದುಗೆ ಹಿಡಿಯಲು ಉತ್ಸುಕರಾಗಿದ್ದಾರೆ. ಆದರೆ ಶಾಸಕರ ಮತವೂ ಸೇರಿದರೆ ಕೇವಲ 4 ಮಂದಿ ಸದಸ್ಯರ ಸಹಕಾರ ಮಾತ್ರ ಸಿಗುತ್ತದೆ. ಹಾಗಾಗಿ ಕಾಂಗ್ರೆಸ್ ಅಥವಾ ಬಿಜೆಪಿಯೊಂದಿಗೆ ಮೈತ್ರಿ ಮಾಡಿಕೊಳ್ಳುವುದು ಇವರಿಗೆ ಅನಿವಾರ್ಯ. ಕಳೆದ ಬಾರಿ ಕಾಂಗ್ರೆಸ್ ಮೈತ್ರಿಯೊಂದಿಗೆ ಅಧಿಕಾರ ಹಿಡಿದಿದ್ದ ಜನತಾದಳ (791, 1929, 1015, 2243)
left-column-divider (543, 97, 544, 1561)
candidate-portrait-2 (433, 1785, 545, 1917)
lower-section-rule (75, 1564, 1493, 1565)
